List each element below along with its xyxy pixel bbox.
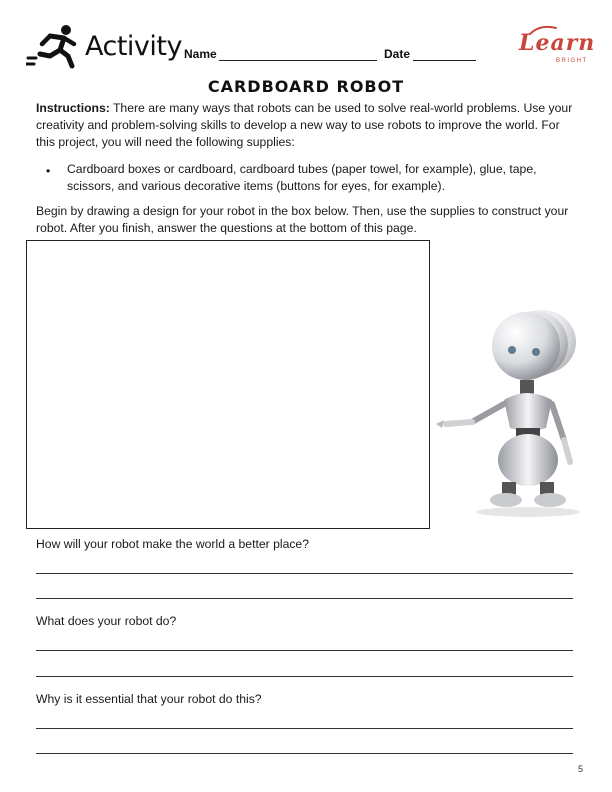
activity-label: Activity: [85, 31, 182, 62]
answer-line[interactable]: [36, 728, 573, 729]
answer-line[interactable]: [36, 650, 573, 651]
page-number: 5: [578, 764, 584, 774]
answer-line[interactable]: [36, 573, 573, 574]
begin-paragraph: Begin by drawing a design for your robot in the box below. Then, use the supplies to construct your robot. After you finish, answer the questions at the bottom of this page.: [36, 204, 569, 235]
answer-line[interactable]: [36, 753, 573, 754]
supplies-list-item: Cardboard boxes or cardboard, cardboard tubes (paper towel, for example), glue, tape, scissors, and various decorative items (buttons for eyes, for example).: [67, 162, 537, 193]
learn-bright-logo: Learn: [519, 30, 596, 56]
running-figure-icon: [26, 24, 80, 70]
page-title: CARDBOARD ROBOT: [207, 77, 405, 96]
answer-line[interactable]: [36, 598, 573, 599]
date-field[interactable]: [413, 60, 476, 61]
question-3: Why is it essential that your robot do this?: [36, 692, 262, 706]
answer-line[interactable]: [36, 676, 573, 677]
name-label: Name: [184, 47, 217, 61]
question-2: What does your robot do?: [36, 614, 177, 628]
logo-subtext: BRIGHT: [556, 58, 588, 64]
robot-drawing-box[interactable]: [26, 240, 430, 529]
question-1: How will your robot make the world a better place?: [36, 537, 309, 551]
robot-illustration: [432, 300, 582, 520]
name-field[interactable]: [219, 60, 377, 61]
instructions-paragraph: [36, 100, 581, 151]
instructions-lead: Instructions:: [36, 101, 110, 115]
instructions-body: There are many ways that robots can be used to solve real-world problems. Use your creativity and problem-solving skills to develop a new way to use robots to improve the world. For this project, you will need the following supplies:: [36, 101, 573, 149]
bullet-icon: •: [46, 164, 51, 178]
date-label: Date: [384, 47, 411, 61]
